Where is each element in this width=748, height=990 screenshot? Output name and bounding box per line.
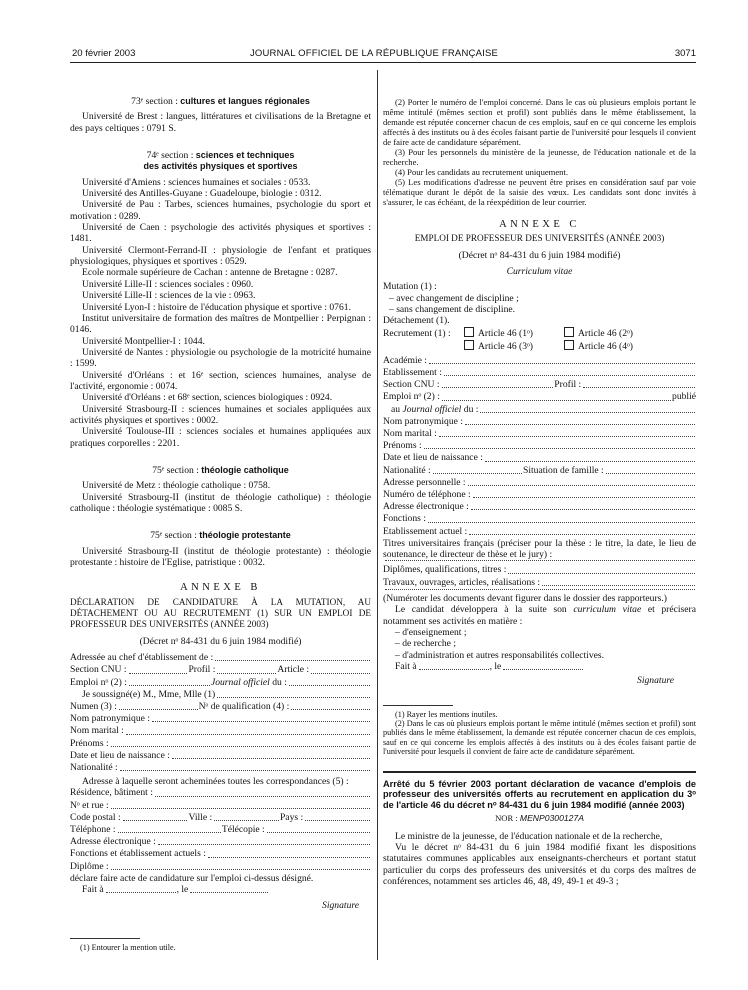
annex-b-form bbox=[70, 652, 371, 912]
form-row-diplome bbox=[70, 861, 371, 873]
field-blank[interactable] bbox=[465, 424, 695, 425]
section-74-list bbox=[70, 177, 371, 449]
field-label: Nom marital : bbox=[383, 427, 437, 439]
field-label: au bbox=[391, 403, 401, 415]
field-label: Prénoms : bbox=[383, 440, 422, 452]
activity-enseignement: – d'enseignement ; bbox=[395, 626, 467, 638]
field-label: Adressée au chef d'établissement de : bbox=[70, 652, 214, 664]
form-row-emploi bbox=[383, 391, 696, 403]
titres-instruction: Titres universitaires français (préciser pour la thèse : le titre, la date, le lieu de soutenance, le directeur de thèse et le jury) : bbox=[383, 537, 696, 561]
header-date: 20 février 2003 bbox=[72, 48, 136, 59]
list-item: Université Strasbourg-II (institut de théologie catholique) : théologie catholique : théologie systématique : 0085 S. bbox=[70, 491, 371, 514]
list-item: Université Lille-II : sciences sociales : 0960. bbox=[82, 278, 254, 290]
right-column bbox=[383, 70, 696, 887]
activity-recherche: – de recherche ; bbox=[395, 638, 456, 650]
form-row-fonctions bbox=[70, 848, 371, 860]
field-label: Etablissement actuel : bbox=[383, 525, 468, 537]
annex-c-decree: (Décret nᵒ 84-431 du 6 juin 1984 modifié) bbox=[458, 249, 621, 261]
developpera-text-2: et précisera notamment ses activités en matière : bbox=[383, 604, 696, 627]
field-blank[interactable] bbox=[424, 448, 695, 449]
form-row-emploi bbox=[70, 677, 371, 689]
field-label: Adresse électronique : bbox=[383, 501, 469, 513]
arrete-title: Arrêté du 5 février 2003 portant déclaration de vacance d'emplois de professeur des universités offerts au recrutement en application du 3ᵒ de l'article 46 du décret nᵒ 84-431 du 6 juin 1984 modifié (année 2003) bbox=[383, 778, 696, 810]
mutation-option-sans: – sans changement de discipline. bbox=[389, 304, 516, 316]
field-label: Adresse personnelle : bbox=[383, 476, 466, 488]
arrete-paragraph: Vu le décret nᵒ 84-431 du 6 juin 1984 modifié fixant les dispositions statutaires communes applicables aux enseignants-chercheurs et portant statut particulier du corps des professeurs des universités et du corps des maîtres de conférences, notamment ses articles 46, 48, 49, 49-1 et 49-3 ; bbox=[383, 842, 696, 888]
list-item: Université Strasbourg-II : sciences humaines et sociales appliquées aux activités physiques et sportives : 0002. bbox=[70, 403, 371, 426]
article-46-1-label: Article 46 (1ᵒ) bbox=[478, 327, 533, 339]
curriculum-vitae-title: Curriculum vitae bbox=[506, 266, 573, 278]
article-46-4-checkbox[interactable] bbox=[564, 340, 574, 350]
recrutement-row-1 bbox=[383, 327, 696, 340]
form-row-marital bbox=[383, 428, 696, 440]
form-row-email bbox=[70, 836, 371, 848]
list-item: Université d'Orléans : et 16ᵉ section, sciences humaines, analyse de l'activité, ergonomie : 0074. bbox=[70, 369, 371, 392]
section-73-title: cultures et langues régionales bbox=[180, 96, 310, 106]
note-item: (3) Pour les personnels du ministère de la jeunesse, de l'éducation nationale et de la recherche. bbox=[383, 147, 696, 167]
form-row-fonctions bbox=[383, 513, 696, 525]
annex-b-title: ANNEXE B bbox=[180, 582, 261, 594]
form-row-marital bbox=[70, 725, 371, 737]
annex-c-title: ANNEXE C bbox=[499, 219, 580, 230]
field-label: Numen (3) : bbox=[70, 700, 117, 712]
footnote-rule bbox=[70, 938, 140, 939]
footnote-rule bbox=[383, 705, 453, 706]
field-blank[interactable] bbox=[480, 412, 695, 413]
field-label: , le bbox=[176, 884, 189, 896]
form-row-fait-a bbox=[70, 884, 371, 896]
form-row-prenoms bbox=[383, 440, 696, 452]
field-blank[interactable] bbox=[419, 669, 489, 670]
field-blank[interactable] bbox=[428, 522, 695, 523]
field-label: Emploi nᵒ (2) : bbox=[383, 391, 440, 403]
field-label: Date et lieu de naissance : bbox=[383, 452, 483, 464]
field-label: Nom marital : bbox=[70, 725, 124, 737]
field-label: Résidence, bâtiment : bbox=[70, 787, 153, 799]
note-item: (5) Les modifications d'adresse ne peuvent être prises en considération sauf par voie télématique durant le dépôt de la saisie des vœux. Les candidats sont donc invités à s'assurer, le cas échéant, de la réexpédition de leur courrier. bbox=[383, 177, 696, 207]
field-blank[interactable] bbox=[291, 709, 370, 710]
field-label: Travaux, ouvrages, articles, réalisations : bbox=[383, 576, 541, 588]
left-column bbox=[70, 70, 371, 952]
field-blank[interactable] bbox=[469, 534, 695, 535]
list-item: Université Toulouse-III : sciences sociales et humaines appliquées aux pratiques corporelles : 2201. bbox=[70, 426, 371, 449]
form-row-section bbox=[383, 379, 696, 391]
section-73-number: 73ᵉ section : bbox=[131, 96, 178, 107]
list-item: Université Lyon-I : histoire de l'éducation physique et sportive : 0761. bbox=[82, 301, 351, 313]
field-blank[interactable] bbox=[439, 436, 695, 437]
signature-label: Signature bbox=[322, 900, 359, 912]
field-blank[interactable] bbox=[190, 892, 268, 893]
section-75a-number: 75ᵉ section : bbox=[152, 464, 199, 476]
section-75b-title: théologie protestante bbox=[199, 530, 291, 541]
section-75-catholique-heading bbox=[70, 465, 371, 476]
mutation-label: Mutation (1) : bbox=[383, 281, 437, 293]
form-row-telephone bbox=[70, 824, 371, 836]
field-label: Diplôme : bbox=[70, 860, 109, 872]
field-blank[interactable] bbox=[119, 709, 198, 710]
mutation-option-avec: – avec changement de discipline ; bbox=[389, 292, 519, 304]
list-item: Université d'Orléans : et 68ᵉ section, sciences biologiques : 0924. bbox=[82, 392, 333, 404]
section-74-title: sciences et techniques bbox=[195, 150, 295, 161]
form-row-travaux bbox=[383, 577, 696, 589]
field-blank[interactable] bbox=[158, 844, 370, 845]
field-blank[interactable] bbox=[106, 892, 176, 893]
field-blank[interactable] bbox=[444, 375, 695, 376]
field-label: Etablissement : bbox=[383, 366, 442, 378]
section-73-list bbox=[70, 111, 371, 134]
field-label: Article : bbox=[277, 664, 310, 676]
field-blank[interactable] bbox=[429, 363, 695, 364]
section-74-heading bbox=[70, 150, 371, 173]
field-label: Adresse électronique : bbox=[70, 836, 156, 848]
field-label: Fonctions et établissement actuels : bbox=[70, 848, 206, 860]
field-label: du : bbox=[272, 676, 287, 688]
field-label: Section CNU : bbox=[70, 664, 127, 676]
note-item: (4) Pour les candidats au recrutement uniquement. bbox=[395, 167, 569, 177]
form-row-journal bbox=[383, 404, 696, 416]
form-row-adresse bbox=[70, 652, 371, 664]
article-46-4-label: Article 46 (4ᵒ) bbox=[578, 340, 633, 352]
annex-c-form bbox=[383, 355, 696, 687]
list-item: Ecole normale supérieure de Cachan : antenne de Bretagne : 0287. bbox=[82, 267, 338, 279]
field-blank[interactable] bbox=[208, 857, 370, 858]
field-blank[interactable] bbox=[214, 820, 279, 821]
field-blank[interactable] bbox=[111, 808, 370, 809]
field-blank[interactable] bbox=[385, 560, 695, 561]
field-label: Académie : bbox=[383, 354, 427, 366]
section-75b-number: 75ᵉ section : bbox=[150, 530, 197, 542]
field-blank[interactable] bbox=[129, 673, 188, 674]
list-item: Université de Brest : langues, littératures et civilisations de la Bretagne et des pays celtiques : 0791 S. bbox=[70, 111, 371, 134]
field-label: publié bbox=[672, 391, 696, 403]
field-label: Diplômes, qualifications, titres : bbox=[383, 564, 507, 576]
list-item: Université de Pau : Tarbes, sciences humaines, psychologie du sport et motivation : 0289. bbox=[70, 199, 371, 222]
header-rule bbox=[70, 62, 696, 63]
curriculum-vitae-italic: curriculum vitae bbox=[573, 604, 642, 616]
journal-officiel-label: Journal officiel bbox=[210, 676, 270, 688]
field-label: Téléphone : bbox=[70, 824, 116, 836]
field-blank[interactable] bbox=[508, 573, 695, 574]
form-row-diplomes bbox=[383, 564, 696, 576]
form-row-telephone bbox=[383, 489, 696, 501]
field-label: Nᵒ et rue : bbox=[70, 799, 109, 811]
form-row-section bbox=[70, 664, 371, 676]
field-label: Je soussigné(e) M., Mme, Mlle (1) bbox=[82, 688, 216, 700]
form-row-patronymique bbox=[70, 713, 371, 725]
form-row-code-postal bbox=[70, 812, 371, 824]
nor-label: NOR : bbox=[495, 813, 518, 824]
footnote-1: (1) Rayer les mentions inutiles. bbox=[395, 709, 498, 719]
section-75a-list bbox=[70, 480, 371, 514]
field-blank[interactable] bbox=[123, 820, 188, 821]
address-instruction: Adresse à laquelle seront acheminées toutes les correspondances (5) : bbox=[82, 776, 349, 788]
field-blank[interactable] bbox=[129, 685, 210, 686]
field-label: Code postal : bbox=[70, 811, 121, 823]
form-row-naissance bbox=[383, 452, 696, 464]
field-blank[interactable] bbox=[215, 660, 370, 661]
field-blank[interactable] bbox=[126, 734, 370, 735]
field-blank[interactable] bbox=[289, 685, 370, 686]
field-blank[interactable] bbox=[385, 589, 695, 590]
field-blank[interactable] bbox=[485, 461, 695, 462]
activity-administration: – d'administration et autres responsabilités collectives. bbox=[395, 649, 605, 661]
field-blank[interactable] bbox=[152, 721, 370, 722]
section-74-number: 74ᵉ section : bbox=[146, 150, 194, 162]
field-blank[interactable] bbox=[155, 796, 370, 797]
form-row-adresse bbox=[383, 477, 696, 489]
field-blank[interactable] bbox=[433, 473, 522, 474]
article-46-3-label: Article 46 (3ᵒ) bbox=[478, 340, 533, 352]
note-item: (2) Porter le numéro de l'emploi concerné. Dans le cas où plusieurs emplois portant le même intitulé (mêmes section et profil) sont publiés dans le même établissement, la demande est réputée concerner chacun de ces emplois, sauf en ce qui concerne les emplois affectés à des instituts ou à des écoles faisant partie de l'université pour lesquels il convient de faire acte de candidature séparément. bbox=[383, 97, 696, 147]
field-label: Profil : bbox=[188, 664, 216, 676]
developpera-text: Le candidat développera à la suite son bbox=[395, 604, 567, 616]
field-blank[interactable] bbox=[111, 746, 370, 747]
form-row-nationalite bbox=[70, 762, 371, 774]
field-blank[interactable] bbox=[442, 400, 671, 401]
field-blank[interactable] bbox=[305, 820, 370, 821]
form-row-etablissement bbox=[383, 367, 696, 379]
form-row-rue bbox=[70, 800, 371, 812]
field-blank[interactable] bbox=[583, 387, 695, 388]
field-label: Emploi nᵒ (2) : bbox=[70, 676, 127, 688]
detachement-label: Détachement (1). bbox=[383, 315, 450, 327]
field-label: Nom patronymique : bbox=[70, 713, 150, 725]
field-label: Fait à bbox=[395, 660, 417, 672]
field-label: Nom patronymique : bbox=[383, 415, 463, 427]
header-journal-title: JOURNAL OFFICIEL DE LA RÉPUBLIQUE FRANÇAISE bbox=[249, 48, 499, 59]
field-blank[interactable] bbox=[471, 509, 695, 510]
nor-code: MENP0300127A bbox=[519, 813, 584, 824]
field-label: Ville : bbox=[188, 811, 213, 823]
column-divider bbox=[377, 70, 378, 960]
nor-reference bbox=[383, 813, 696, 824]
recrutement-label: Recrutement (1) : bbox=[383, 327, 451, 339]
recrutement-row-2 bbox=[383, 340, 696, 353]
field-label: Nationalité : bbox=[70, 761, 118, 773]
footnote-2: (2) Dans le cas où plusieurs emplois portant le même intitulé (mêmes section et profil) sont publiés dans le même établissement, la demande est réputée concerner chacun de ces emplois, sauf en ce qui concerne les emplois affectés à des instituts ou à des écoles faisant partie de l'université pour lesquels il convient de faire acte de candidature séparément. bbox=[383, 718, 696, 757]
field-label: , le bbox=[489, 660, 502, 672]
list-item: Université Lille-II : sciences de la vie : 0963. bbox=[82, 290, 256, 302]
field-label: Nᵒ de qualification (4) : bbox=[198, 700, 290, 712]
form-row-academie bbox=[383, 355, 696, 367]
page-header bbox=[0, 48, 748, 62]
footnote: (1) Entourer la mention utile. bbox=[80, 942, 176, 952]
form-row-etablissement-actuel bbox=[383, 526, 696, 538]
arrete-paragraph: Le ministre de la jeunesse, de l'éducation nationale et de la recherche, bbox=[395, 830, 663, 842]
field-label: Situation de famille : bbox=[522, 464, 604, 476]
list-item: Université d'Amiens : sciences humaines et sociales : 0533. bbox=[82, 176, 311, 188]
section-73-heading bbox=[70, 96, 371, 107]
form-row-numen bbox=[70, 701, 371, 713]
field-blank[interactable] bbox=[120, 770, 370, 771]
list-item: Institut universitaire de formation des maîtres de Montpellier : Perpignan : 0146. bbox=[70, 312, 371, 336]
form-row-nationalite bbox=[383, 465, 696, 477]
field-blank[interactable] bbox=[118, 832, 221, 833]
section-75a-title: théologie catholique bbox=[201, 464, 289, 475]
developpera-paragraph bbox=[383, 604, 696, 627]
article-46-2-checkbox[interactable] bbox=[564, 327, 574, 337]
field-blank[interactable] bbox=[311, 673, 370, 674]
field-blank[interactable] bbox=[217, 673, 276, 674]
field-blank[interactable] bbox=[606, 473, 695, 474]
list-item: Université Montpellier-I : 1044. bbox=[82, 335, 205, 347]
field-blank[interactable] bbox=[442, 387, 554, 388]
list-item: Université des Antilles-Guyane : Guadeloupe, biologie : 0312. bbox=[82, 188, 322, 200]
section-75-protestante-heading bbox=[70, 530, 371, 541]
field-blank[interactable] bbox=[503, 669, 583, 670]
annex-b-heading: DÉCLARATION DE CANDIDATURE À LA MUTATION, AU DÉTACHEMENT OU AU RECRUTEMENT (1) SUR UN EMPLOI DE PROFESSEUR DES UNIVERSITÉS (ANNÉE 2003) bbox=[70, 596, 371, 630]
arrete-rule bbox=[383, 771, 696, 773]
article-46-2-label: Article 46 (2ᵒ) bbox=[578, 327, 633, 339]
header-page-number: 3071 bbox=[674, 48, 696, 59]
list-item: Université de Nantes : physiologie ou psychologie de la motricité humaine : 1599. bbox=[70, 346, 371, 370]
form-row-naissance bbox=[70, 750, 371, 762]
list-item: Université de Caen : psychologie des activités physiques et sportives : 1481. bbox=[70, 222, 371, 245]
field-label: Numéro de téléphone : bbox=[383, 488, 471, 500]
field-blank[interactable] bbox=[468, 485, 695, 486]
form-row-residence bbox=[70, 787, 371, 799]
annex-c-heading: EMPLOI DE PROFESSEUR DES UNIVERSITÉS (ANNÉE 2003) bbox=[414, 233, 665, 244]
field-label: Fait à bbox=[82, 884, 104, 896]
form-row-soussigne bbox=[70, 689, 371, 701]
field-label: Section CNU : bbox=[383, 379, 440, 391]
form-row-prenoms bbox=[70, 738, 371, 750]
annex-b-notes bbox=[383, 97, 696, 207]
section-74-title-line2: des activités physiques et sportives bbox=[143, 161, 298, 172]
list-item: Université de Metz : théologie catholique : 0758. bbox=[82, 480, 271, 492]
list-item: Université Clermont-Ferrand-II : physiologie de l'enfant et pratiques physiologiques, physiques et sportives : 0529. bbox=[70, 244, 371, 268]
journal-officiel-label: Journal officiel bbox=[402, 403, 462, 415]
field-label: Prénoms : bbox=[70, 737, 109, 749]
field-label: Date et lieu de naissance : bbox=[70, 749, 170, 761]
field-blank[interactable] bbox=[217, 697, 370, 698]
field-blank[interactable] bbox=[111, 869, 370, 870]
field-blank[interactable] bbox=[267, 832, 370, 833]
field-blank[interactable] bbox=[172, 758, 370, 759]
form-row-fait-a bbox=[383, 661, 696, 673]
field-label: Nationalité : bbox=[383, 464, 431, 476]
field-label: du : bbox=[463, 403, 479, 415]
article-46-1-checkbox[interactable] bbox=[464, 327, 474, 337]
field-label: Profil : bbox=[554, 379, 582, 391]
article-46-3-checkbox[interactable] bbox=[464, 340, 474, 350]
field-label: Fonctions : bbox=[383, 513, 426, 525]
annex-b-decree: (Décret nᵒ 84-431 du 6 juin 1984 modifié) bbox=[139, 635, 302, 647]
numeroter-note: (Numéroter les documents devant figurer dans le dossier des rapporteurs.) bbox=[383, 592, 667, 604]
section-75b-list bbox=[70, 546, 371, 569]
declaration-text: déclare faire acte de candidature sur l'emploi ci-dessus désigné. bbox=[70, 872, 314, 884]
field-blank[interactable] bbox=[542, 585, 695, 586]
list-item: Université Strasbourg-II (institut de théologie protestante) : théologie protestante : histoire de l'Eglise, patristique : 0032. bbox=[70, 545, 371, 569]
field-blank[interactable] bbox=[473, 497, 695, 498]
form-row-patronymique bbox=[383, 416, 696, 428]
form-row-email bbox=[383, 501, 696, 513]
field-label: Pays : bbox=[279, 811, 304, 823]
field-label: Télécopie : bbox=[221, 824, 265, 836]
signature-label: Signature bbox=[637, 675, 674, 687]
